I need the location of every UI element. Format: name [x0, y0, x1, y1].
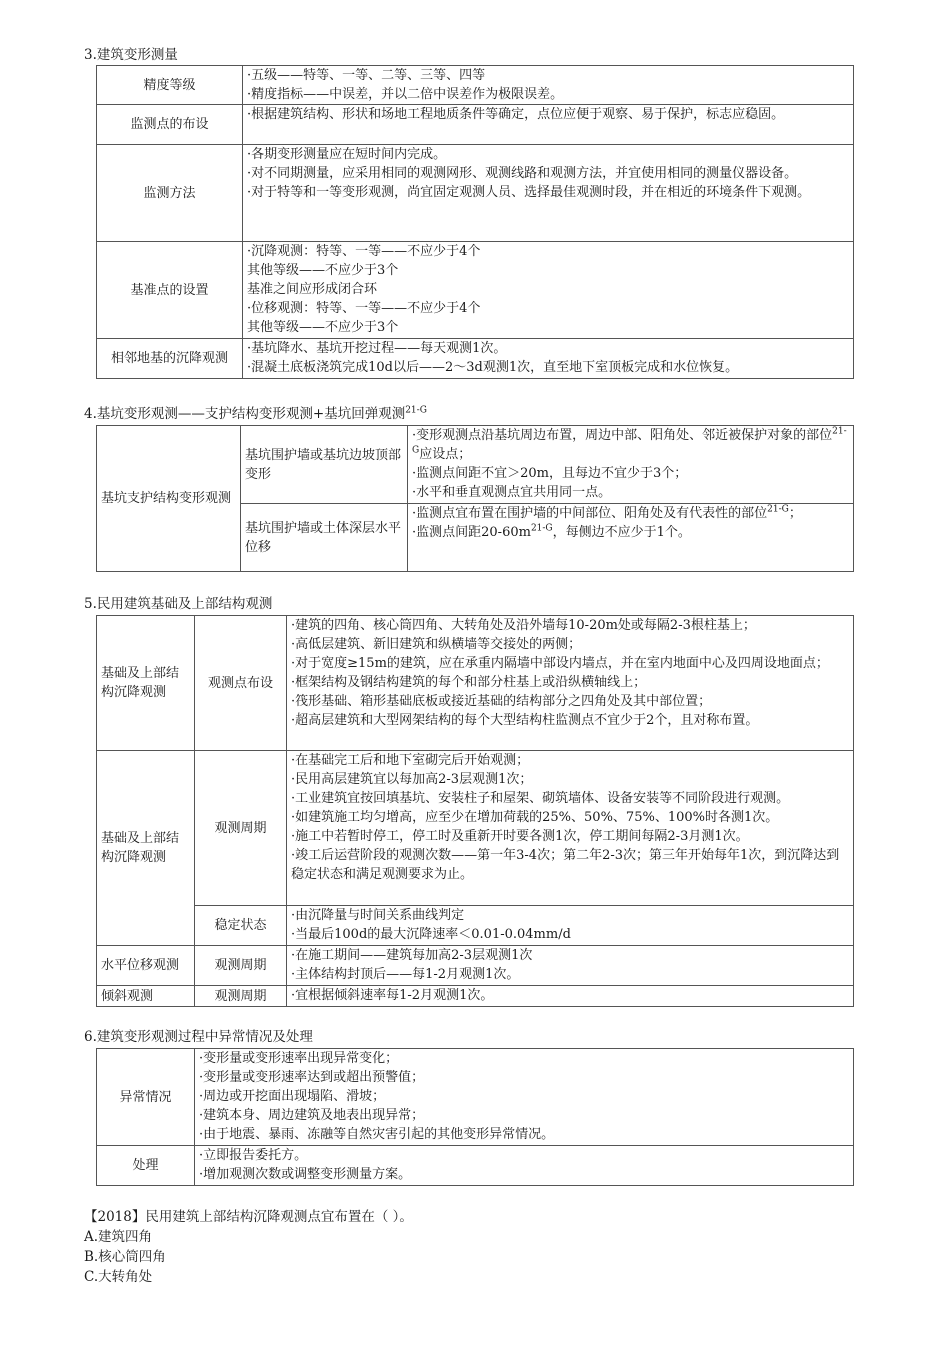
- sub-label: 稳定状态: [195, 906, 287, 946]
- section-5-title: 5.民用建筑基础及上部结构观测: [84, 596, 273, 612]
- question-block: [84, 1207, 413, 1287]
- row-label: 基坑围护墙或基坑边坡顶部变形: [241, 426, 408, 504]
- option-c[interactable]: C.大转角处: [84, 1269, 153, 1285]
- row-content: ·变形观测点沿基坑周边布置，周边中部、阳角处、邻近被保护对象的部位$^{21-G}$应设点； ·监测点间距不宜＞20m，且每边不宜少于3个； ·水平和垂直观测点宜共用同一点。: [408, 426, 854, 504]
- sub-label: 观测周期: [195, 986, 287, 1007]
- row-label: 基坑围护墙或土体深层水平位移: [241, 504, 408, 572]
- table-row: [97, 946, 854, 986]
- row-label: 基准点的设置: [97, 242, 243, 339]
- group-label: 倾斜观测: [97, 986, 195, 1007]
- section-6-title: 6.建筑变形观测过程中异常情况及处理: [84, 1029, 313, 1045]
- sub-label: 观测点布设: [195, 616, 287, 751]
- table-row: [97, 751, 854, 906]
- table-row: [97, 242, 854, 339]
- row-label: 监测点的布设: [97, 105, 243, 145]
- main-label: 基坑支护结构变形观测: [97, 426, 241, 572]
- row-label: 精度等级: [97, 66, 243, 105]
- table-row: [97, 1146, 854, 1186]
- section-5-table: [96, 615, 854, 1007]
- table-row: [97, 426, 854, 504]
- row-content: ·基坑降水、基坑开挖过程——每天观测1次。 ·混凝土底板浇筑完成10d以后——2～3d观测1次，直至地下室顶板完成和水位恢复。: [243, 339, 854, 379]
- option-a[interactable]: A.建筑四角: [84, 1229, 153, 1245]
- section-3-table: [96, 65, 854, 379]
- table-row: [97, 66, 854, 105]
- table-row: [97, 339, 854, 379]
- sub-label: 观测周期: [195, 751, 287, 906]
- row-content: ·建筑的四角、核心筒四角、大转角处及沿外墙每10-20m处或每隔2-3根柱基上； ·高低层建筑、新旧建筑和纵横墙等交接处的两侧； ·对于宽度≥15m的建筑，应在承重内隔墙中部设内墙点，并在室内地面中心及四周设地面点； ·框架结构及钢结构建筑的每个和部分柱基上或沿纵横轴线上； ·筏形基础、箱形基础底板或接近基础的结构部分之四角处及其中部位置； ·超高层建筑和大型网架结构的每个大型结构柱监测点不宜少于2个，且对称布置。: [287, 616, 854, 751]
- row-label: 处理: [97, 1146, 195, 1186]
- row-content: ·在施工期间——建筑每加高2-3层观测1次 ·主体结构封顶后——每1-2月观测1次。: [287, 946, 854, 986]
- table-row: [97, 1049, 854, 1146]
- table-row: [97, 105, 854, 145]
- row-content: ·五级——特等、一等、二等、三等、四等 ·精度指标——中误差，并以二倍中误差作为极限误差。: [243, 66, 854, 105]
- table-row: [97, 906, 854, 946]
- row-label: 相邻地基的沉降观测: [97, 339, 243, 379]
- row-content: ·宜根据倾斜速率每1-2月观测1次。: [287, 986, 854, 1007]
- sub-label: 观测周期: [195, 946, 287, 986]
- row-content: ·监测点宜布置在围护墙的中间部位、阳角处及有代表性的部位$^{21-G}$； ·监测点间距$20-60m^{21-G}$，每侧边不应少于1个。: [408, 504, 854, 572]
- row-content: ·各期变形测量应在短时间内完成。 ·对不同期测量，应采用相同的观测网形、观测线路和观测方法，并宜使用相同的测量仪器设备。 ·对于特等和一等变形观测，尚宜固定观测人员、选择最佳观测时段，并在相近的环境条件下观测。: [243, 145, 854, 242]
- section-4-table: [96, 425, 854, 572]
- option-b[interactable]: B.核心筒四角: [84, 1249, 166, 1265]
- row-content: ·由沉降量与时间关系曲线判定 ·当最后100d的最大沉降速率＜0.01-0.04mm/d: [287, 906, 854, 946]
- row-content: ·沉降观测：特等、一等——不应少于4个 其他等级——不应少于3个 基准之间应形成闭合环 ·位移观测：特等、一等——不应少于4个 其他等级——不应少于3个: [243, 242, 854, 339]
- table-row: [97, 145, 854, 242]
- group-label: 基础及上部结构沉降观测: [97, 751, 195, 946]
- question-stem: 【2018】民用建筑上部结构沉降观测点宜布置在（ ）。: [84, 1209, 413, 1225]
- row-label: 监测方法: [97, 145, 243, 242]
- table-row: [97, 616, 854, 751]
- row-content: ·变形量或变形速率出现异常变化； ·变形量或变形速率达到或超出预警值； ·周边或开挖面出现塌陷、滑坡； ·建筑本身、周边建筑及地表出现异常； ·由于地震、暴雨、冻融等自然灾害引起的其他变形异常情况。: [195, 1049, 854, 1146]
- row-content: ·立即报告委托方。 ·增加观测次数或调整变形测量方案。: [195, 1146, 854, 1186]
- section-4-title: 4.基坑变形观测——支护结构变形观测+基坑回弹观测$^{21-G}$: [84, 405, 427, 422]
- group-label: 基础及上部结构沉降观测: [97, 616, 195, 751]
- section-6-table: [96, 1048, 854, 1186]
- table-row: [97, 986, 854, 1007]
- row-content: ·根据建筑结构、形状和场地工程地质条件等确定，点位应便于观察、易于保护，标志应稳固。: [243, 105, 854, 145]
- row-content: ·在基础完工后和地下室砌完后开始观测； ·民用高层建筑宜以每加高2-3层观测1次； ·工业建筑宜按回填基坑、安装柱子和屋架、砌筑墙体、设备安装等不同阶段进行观测。 ·如建筑施工均匀增高，应至少在增加荷载的25%、50%、75%、100%时各测1次。 ·施工中若暂时停工，停工时及重新开时要各测1次，停工期间每隔2-3月测1次。 ·竣工后运营阶段的观测次数——第一年3-4次；第二年2-3次；第三年开始每年1次，到沉降达到稳定状态和满足观测要求为止。: [287, 751, 854, 906]
- section-3-title: 3.建筑变形测量: [84, 47, 178, 63]
- group-label: 水平位移观测: [97, 946, 195, 986]
- row-label: 异常情况: [97, 1049, 195, 1146]
